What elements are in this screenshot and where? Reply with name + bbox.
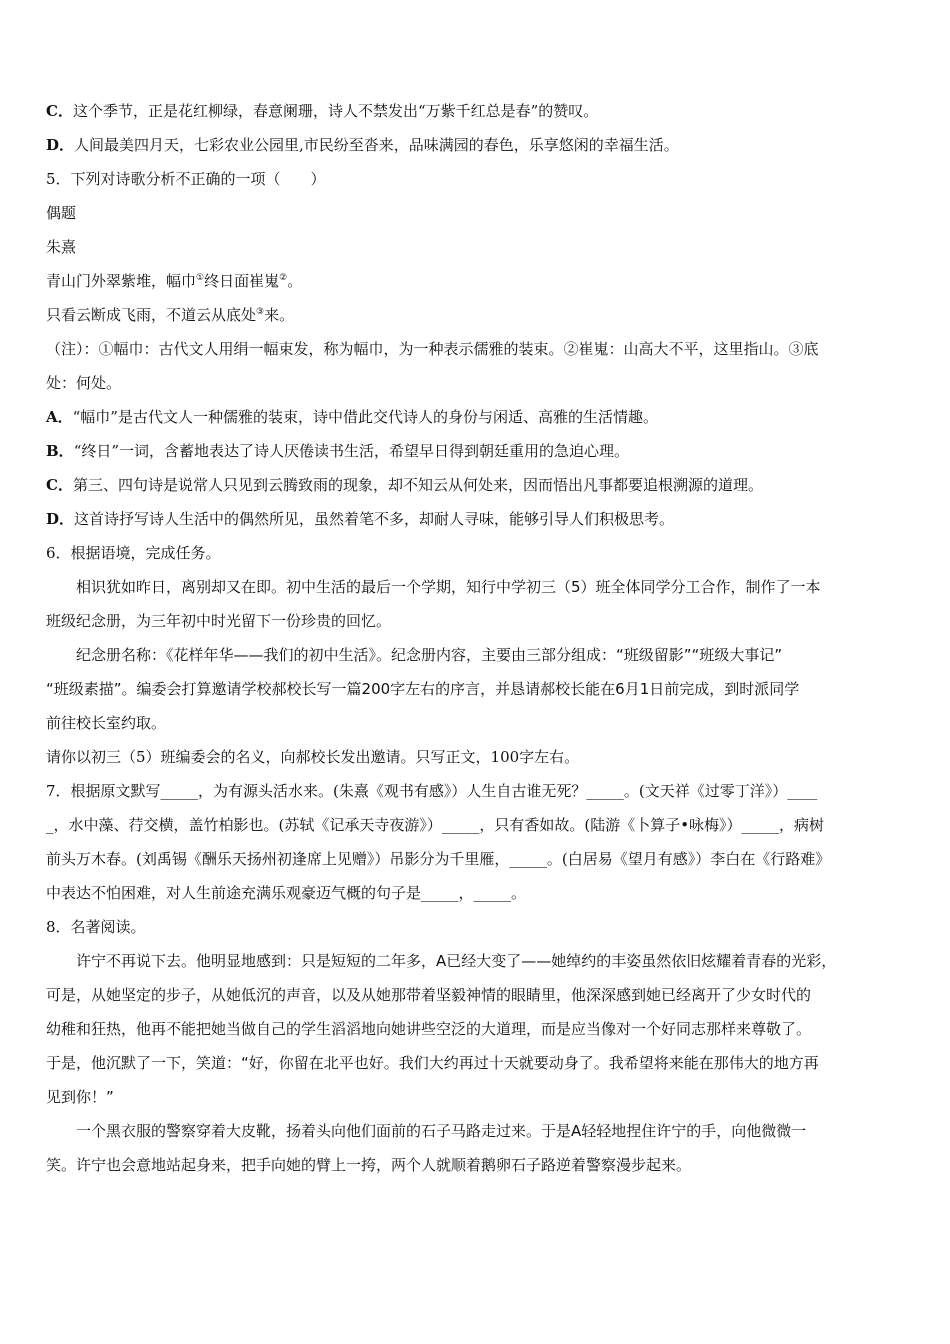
q5-stem: 5．下列对诗歌分析不正确的一项（ ） — [46, 170, 326, 188]
paragraph-line: 幼稚和狂热，他再不能把她当做自己的学生滔滔地向她讲些空泛的大道理，而是应当像对一个好同志那样来尊敬了。 — [46, 1020, 812, 1038]
q6-stem: 6．根据语境，完成任务。 — [46, 544, 221, 562]
option-label: B． — [46, 442, 74, 460]
poem-author: 朱熹 — [46, 238, 77, 256]
note-line: （注）：①幅巾：古代文人用绢一幅束发，称为幅巾，为一种表示儒雅的装束。②崔嵬：山高大不平，这里指山。③底 — [46, 340, 819, 358]
paragraph-line: 笑。许宁也会意地站起身来，把手向她的臂上一挎，两个人就顺着鹅卵石子路逆着警察漫步起来。 — [46, 1156, 692, 1174]
q8-excerpt-paragraph-1 — [46, 944, 906, 1114]
paragraph-line: 相识犹如昨日，离别却又在即。初中生活的最后一个学期，知行中学初三（5）班全体同学分工合作，制作了一本 — [76, 578, 821, 596]
paragraph-line: 见到你！” — [46, 1088, 114, 1106]
option-text: 第三、四句诗是说常人只见到云腾致雨的现象，却不知云从何处来，因而悟出凡事都要追根溯源的道理。 — [72, 476, 763, 494]
paragraph-line: 7．根据原文默写_____，为有源头活水来。(朱熹《观书有感》）人生自古谁无死？_____。(文天祥《过零丁洋》）____ — [46, 782, 818, 800]
option-label: D． — [46, 136, 75, 154]
paragraph-line: _，水中藻、荇交横，盖竹柏影也。(苏轼《记承天寺夜游》）_____，只有香如故。(陆游《卜算子•咏梅》）_____，病树 — [46, 816, 825, 834]
paragraph-line: 许宁不再说下去。他明显地感到：只是短短的二年多，A已经大变了——她绰约的丰姿虽然依旧炫耀着青春的光彩， — [76, 952, 837, 970]
poem-line-1 — [46, 264, 906, 298]
q5-option-b — [46, 434, 906, 468]
option-label: A． — [46, 408, 73, 426]
paragraph-line: 一个黑衣服的警察穿着大皮靴，扬着头向他们面前的石子马路走过来。于是A轻轻地捏住许宁的手，向他微微一 — [76, 1122, 807, 1140]
footnote-marker: ① — [196, 273, 205, 283]
q4-option-d — [46, 128, 906, 162]
poem-line-2 — [46, 298, 906, 332]
q8-excerpt-paragraph-2 — [46, 1114, 906, 1182]
poem-text: 只看云断成飞雨，不道云从底处 — [46, 306, 257, 324]
paragraph-line: 班级纪念册，为三年初中时光留下一份珍贵的回忆。 — [46, 612, 392, 630]
option-label: D． — [46, 510, 75, 528]
q5-option-c — [46, 468, 906, 502]
poem-text: 青山门外翠紫堆，幅巾 — [46, 272, 197, 290]
paragraph-line: 中表达不怕困难，对人生前途充满乐观豪迈气概的句子是_____，_____。 — [46, 884, 527, 902]
paragraph-line: 纪念册名称：《花样年华——我们的初中生活》。纪念册内容，主要由三部分组成：“班级留影”“班级大事记” — [76, 646, 783, 664]
option-text: “幅巾”是古代文人一种儒雅的装束，诗中借此交代诗人的身份与闲适、高雅的生活情趣。 — [72, 408, 658, 426]
option-text: 这个季节，正是花红柳绿，春意阑珊，诗人不禁发出“万紫千红总是春”的赞叹。 — [72, 102, 599, 120]
exam-page — [46, 94, 906, 1182]
option-text: 人间最美四月天，七彩农业公园里,市民纷至沓来，品味满园的春色，乐享悠闲的幸福生活。 — [74, 136, 679, 154]
option-text: “终日”一词，含蓄地表达了诗人厌倦读书生活，希望早日得到朝廷重用的急迫心理。 — [73, 442, 630, 460]
note-line: 处：何处。 — [46, 374, 122, 392]
q4-option-c — [46, 94, 906, 128]
paragraph-line: 可是，从她坚定的步子，从她低沉的声音，以及从她那带着坚毅神情的眼睛里，他深深感到她已经离开了少女时代的 — [46, 986, 812, 1004]
poem-note — [46, 332, 906, 400]
paragraph-line: 前往校长室约取。 — [46, 714, 167, 732]
q5-option-a — [46, 400, 906, 434]
paragraph-line: 于是，他沉默了一下，笑道：“好，你留在北平也好。我们大约再过十天就要动身了。我希望将来能在那伟大的地方再 — [46, 1054, 819, 1072]
q6-context-paragraph-1 — [46, 570, 906, 638]
footnote-marker: ③ — [256, 307, 265, 317]
q5-option-d — [46, 502, 906, 536]
option-label: C． — [46, 476, 73, 494]
footnote-marker: ② — [279, 273, 288, 283]
q7-fill-in — [46, 774, 906, 910]
option-text: 这首诗抒写诗人生活中的偶然所见，虽然着笔不多，却耐人寻味，能够引导人们积极思考。 — [74, 510, 675, 528]
poem-text: 终日面崔嵬 — [204, 272, 280, 290]
q8-stem: 8．名著阅读。 — [46, 918, 146, 936]
option-label: C． — [46, 102, 73, 120]
q6-context-paragraph-2 — [46, 638, 906, 740]
q6-task: 请你以初三（5）班编委会的名义，向郝校长发出邀请。只写正文，100字左右。 — [46, 748, 580, 766]
poem-title: 偶题 — [46, 204, 77, 222]
poem-text: 来。 — [264, 306, 295, 324]
paragraph-line: “班级素描”。编委会打算邀请学校郝校长写一篇200字左右的序言，并恳请郝校长能在6月1日前完成，到时派同学 — [46, 680, 800, 698]
paragraph-line: 前头万木春。(刘禹锡《酬乐天扬州初逢席上见赠》）吊影分为千里雁，_____。(白居易《望月有感》）李白在《行路难》 — [46, 850, 831, 868]
poem-text: 。 — [287, 272, 303, 290]
